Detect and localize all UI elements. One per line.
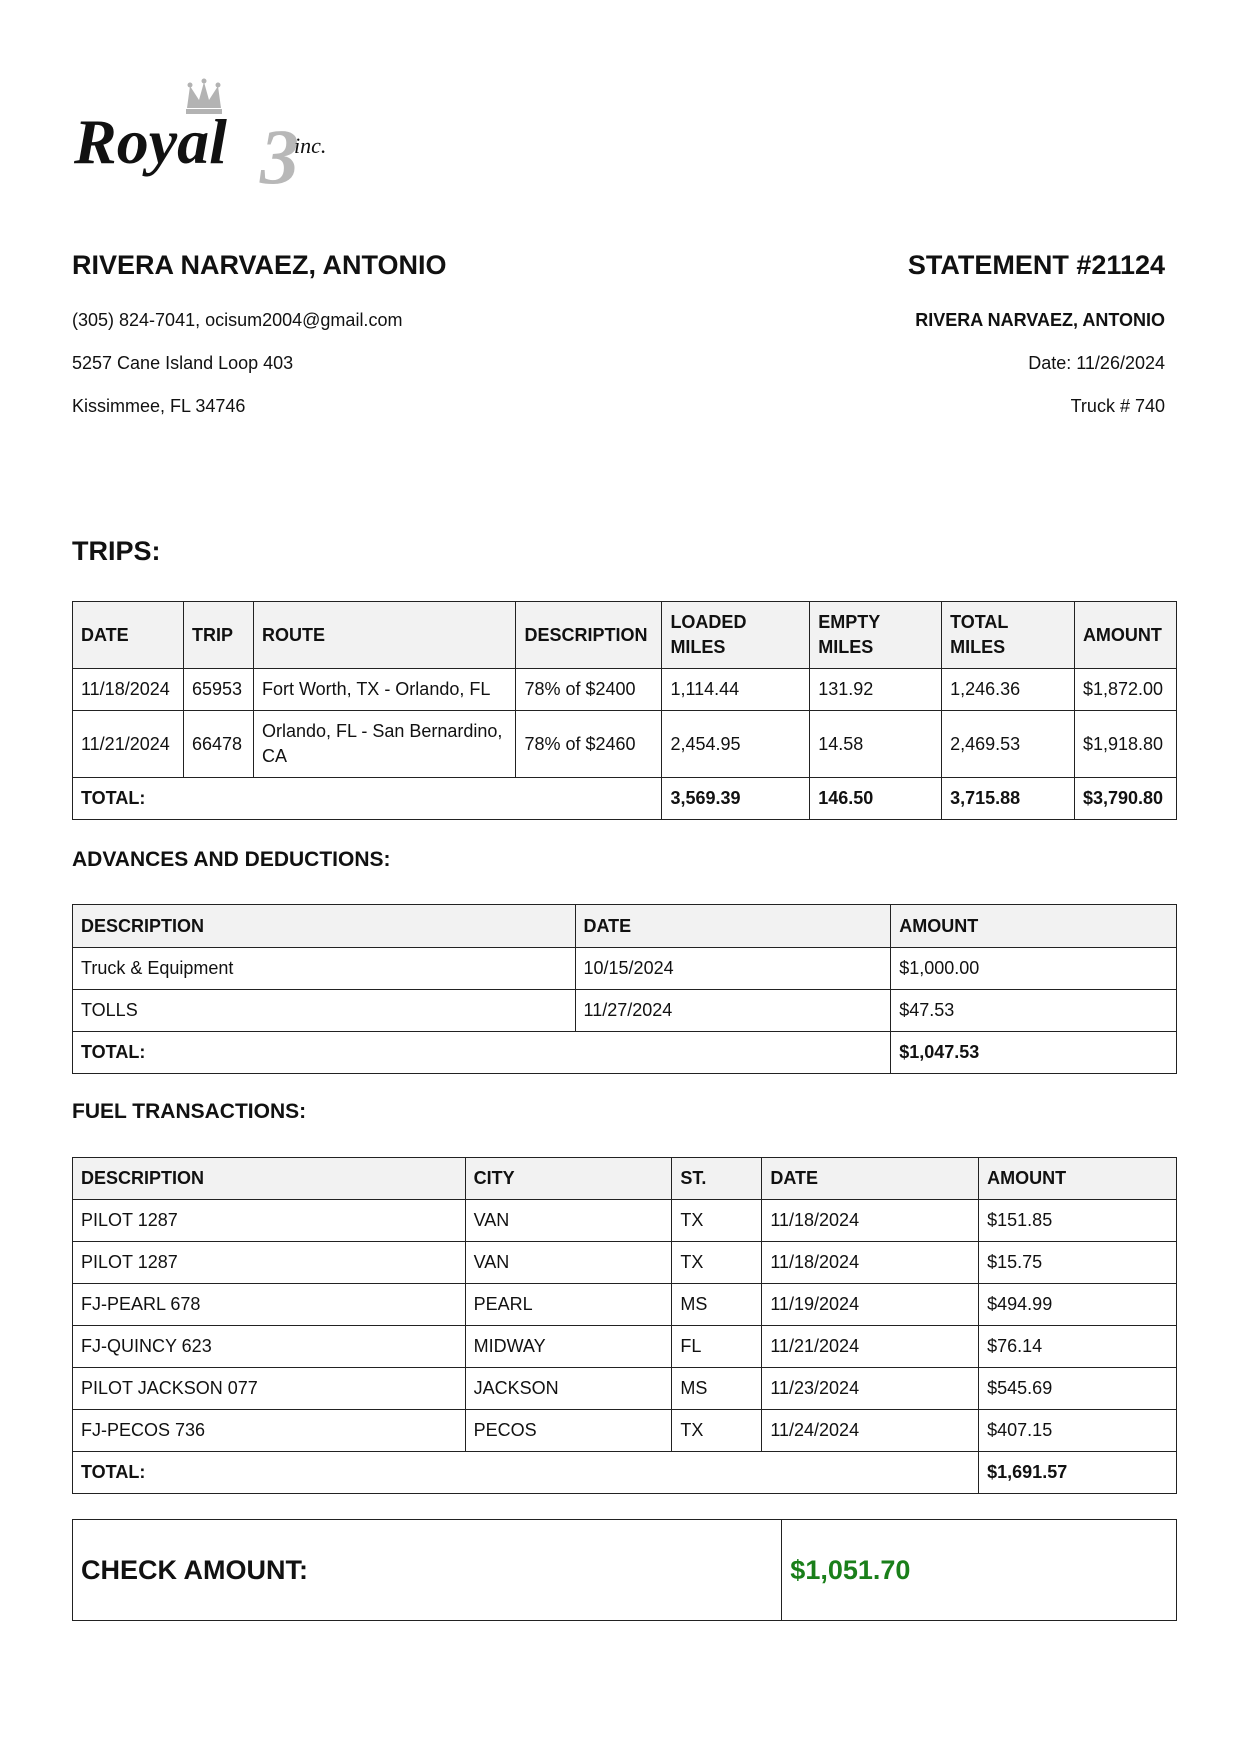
fuel-description: FJ-QUINCY 623: [73, 1326, 466, 1368]
fuel-date: 11/18/2024: [762, 1200, 979, 1242]
fuel-city: VAN: [465, 1242, 672, 1284]
fuel-amount: $15.75: [979, 1242, 1177, 1284]
table-row: [73, 948, 1177, 990]
fuel-state: TX: [672, 1242, 762, 1284]
table-row: [73, 1242, 1177, 1284]
table-row: [73, 669, 1177, 711]
fuel-total-row: [73, 1452, 1177, 1494]
fuel-state: TX: [672, 1410, 762, 1452]
fuel-city: MIDWAY: [465, 1326, 672, 1368]
trip-loaded-miles: 1,114.44: [662, 669, 810, 711]
header-total-miles: TOTAL MILES: [942, 602, 1075, 669]
trips-table: [72, 601, 1177, 820]
trip-total-miles: 1,246.36: [942, 669, 1075, 711]
fuel-description: PILOT 1287: [73, 1200, 466, 1242]
advances-total-amount: $1,047.53: [891, 1032, 1177, 1074]
statement-title: STATEMENT #21124: [907, 250, 1165, 280]
total-total-miles: 3,715.88: [942, 778, 1075, 820]
total-empty-miles: 146.50: [810, 778, 942, 820]
fuel-state: TX: [672, 1200, 762, 1242]
fuel-date: 11/24/2024: [762, 1410, 979, 1452]
header-city: CITY: [465, 1158, 672, 1200]
fuel-state: MS: [672, 1284, 762, 1326]
svg-text:inc.: inc.: [294, 133, 327, 158]
trip-date: 11/18/2024: [73, 669, 184, 711]
fuel-amount: $151.85: [979, 1200, 1177, 1242]
total-label: TOTAL:: [73, 1452, 979, 1494]
trip-description: 78% of $2400: [516, 669, 662, 711]
header-trip: TRIP: [183, 602, 253, 669]
truck-number: Truck # 740: [1070, 396, 1165, 416]
trip-empty-miles: 14.58: [810, 711, 942, 778]
fuel-state: MS: [672, 1368, 762, 1410]
trip-number: 65953: [183, 669, 253, 711]
header-description: DESCRIPTION: [516, 602, 662, 669]
svg-text:3: 3: [260, 113, 299, 198]
fuel-city: JACKSON: [465, 1368, 672, 1410]
header-route: ROUTE: [253, 602, 516, 669]
advances-table: [72, 904, 1177, 1074]
fuel-description: FJ-PECOS 736: [73, 1410, 466, 1452]
trips-total-row: [73, 778, 1177, 820]
header-state: ST.: [672, 1158, 762, 1200]
total-label: TOTAL:: [73, 1032, 891, 1074]
trip-amount: $1,872.00: [1074, 669, 1176, 711]
header-amount: AMOUNT: [979, 1158, 1177, 1200]
fuel-amount: $494.99: [979, 1284, 1177, 1326]
fuel-amount: $407.15: [979, 1410, 1177, 1452]
driver-address-line2: Kissimmee, FL 34746: [72, 396, 246, 416]
fuel-date: 11/21/2024: [762, 1326, 979, 1368]
fuel-description: FJ-PEARL 678: [73, 1284, 466, 1326]
fuel-description: PILOT 1287: [73, 1242, 466, 1284]
fuel-total-amount: $1,691.57: [979, 1452, 1177, 1494]
table-row: [73, 1410, 1177, 1452]
check-amount-box: [72, 1519, 1177, 1621]
advance-date: 11/27/2024: [575, 990, 891, 1032]
header-description: DESCRIPTION: [73, 905, 576, 948]
driver-contact: (305) 824-7041, ocisum2004@gmail.com: [72, 310, 403, 330]
company-logo: [72, 78, 382, 198]
table-row: [73, 711, 1177, 778]
table-row: [73, 1326, 1177, 1368]
trip-number: 66478: [183, 711, 253, 778]
driver-name: RIVERA NARVAEZ, ANTONIO: [72, 250, 447, 280]
advances-header-row: [73, 905, 1177, 948]
header-description: DESCRIPTION: [73, 1158, 466, 1200]
fuel-header-row: [73, 1158, 1177, 1200]
check-amount-value: $1,051.70: [782, 1520, 1177, 1621]
trip-date: 11/21/2024: [73, 711, 184, 778]
check-amount-label: CHECK AMOUNT:: [73, 1520, 782, 1621]
fuel-date: 11/19/2024: [762, 1284, 979, 1326]
fuel-description: PILOT JACKSON 077: [73, 1368, 466, 1410]
advances-heading: ADVANCES AND DEDUCTIONS:: [72, 848, 391, 871]
header-amount: AMOUNT: [1074, 602, 1176, 669]
advance-date: 10/15/2024: [575, 948, 891, 990]
trip-route: Orlando, FL - San Bernardino, CA: [253, 711, 516, 778]
trip-total-miles: 2,469.53: [942, 711, 1075, 778]
fuel-city: VAN: [465, 1200, 672, 1242]
fuel-state: FL: [672, 1326, 762, 1368]
header-empty-miles: EMPTY MILES: [810, 602, 942, 669]
table-row: [73, 1284, 1177, 1326]
trips-header-row: [73, 602, 1177, 669]
total-loaded-miles: 3,569.39: [662, 778, 810, 820]
fuel-table: [72, 1157, 1177, 1494]
fuel-city: PECOS: [465, 1410, 672, 1452]
statement-payee: RIVERA NARVAEZ, ANTONIO: [915, 310, 1165, 330]
trip-loaded-miles: 2,454.95: [662, 711, 810, 778]
header-loaded-miles: LOADED MILES: [662, 602, 810, 669]
trip-description: 78% of $2460: [516, 711, 662, 778]
statement-date: Date: 11/26/2024: [1028, 353, 1165, 373]
advance-amount: $1,000.00: [891, 948, 1177, 990]
table-row: [73, 1200, 1177, 1242]
table-row: [73, 1368, 1177, 1410]
advance-amount: $47.53: [891, 990, 1177, 1032]
total-amount: $3,790.80: [1074, 778, 1176, 820]
total-label: TOTAL:: [73, 778, 662, 820]
table-row: [73, 990, 1177, 1032]
trip-amount: $1,918.80: [1074, 711, 1176, 778]
advance-description: TOLLS: [73, 990, 576, 1032]
header-amount: AMOUNT: [891, 905, 1177, 948]
advances-total-row: [73, 1032, 1177, 1074]
fuel-city: PEARL: [465, 1284, 672, 1326]
driver-address-line1: 5257 Cane Island Loop 403: [72, 353, 294, 373]
header-date: DATE: [73, 602, 184, 669]
fuel-heading: FUEL TRANSACTIONS:: [72, 1100, 307, 1123]
fuel-date: 11/23/2024: [762, 1368, 979, 1410]
header-date: DATE: [575, 905, 891, 948]
trip-route: Fort Worth, TX - Orlando, FL: [253, 669, 516, 711]
trip-empty-miles: 131.92: [810, 669, 942, 711]
fuel-amount: $545.69: [979, 1368, 1177, 1410]
header-date: DATE: [762, 1158, 979, 1200]
svg-text:Royal: Royal: [74, 106, 227, 177]
fuel-amount: $76.14: [979, 1326, 1177, 1368]
fuel-date: 11/18/2024: [762, 1242, 979, 1284]
trips-heading: TRIPS:: [72, 536, 161, 566]
advance-description: Truck & Equipment: [73, 948, 576, 990]
